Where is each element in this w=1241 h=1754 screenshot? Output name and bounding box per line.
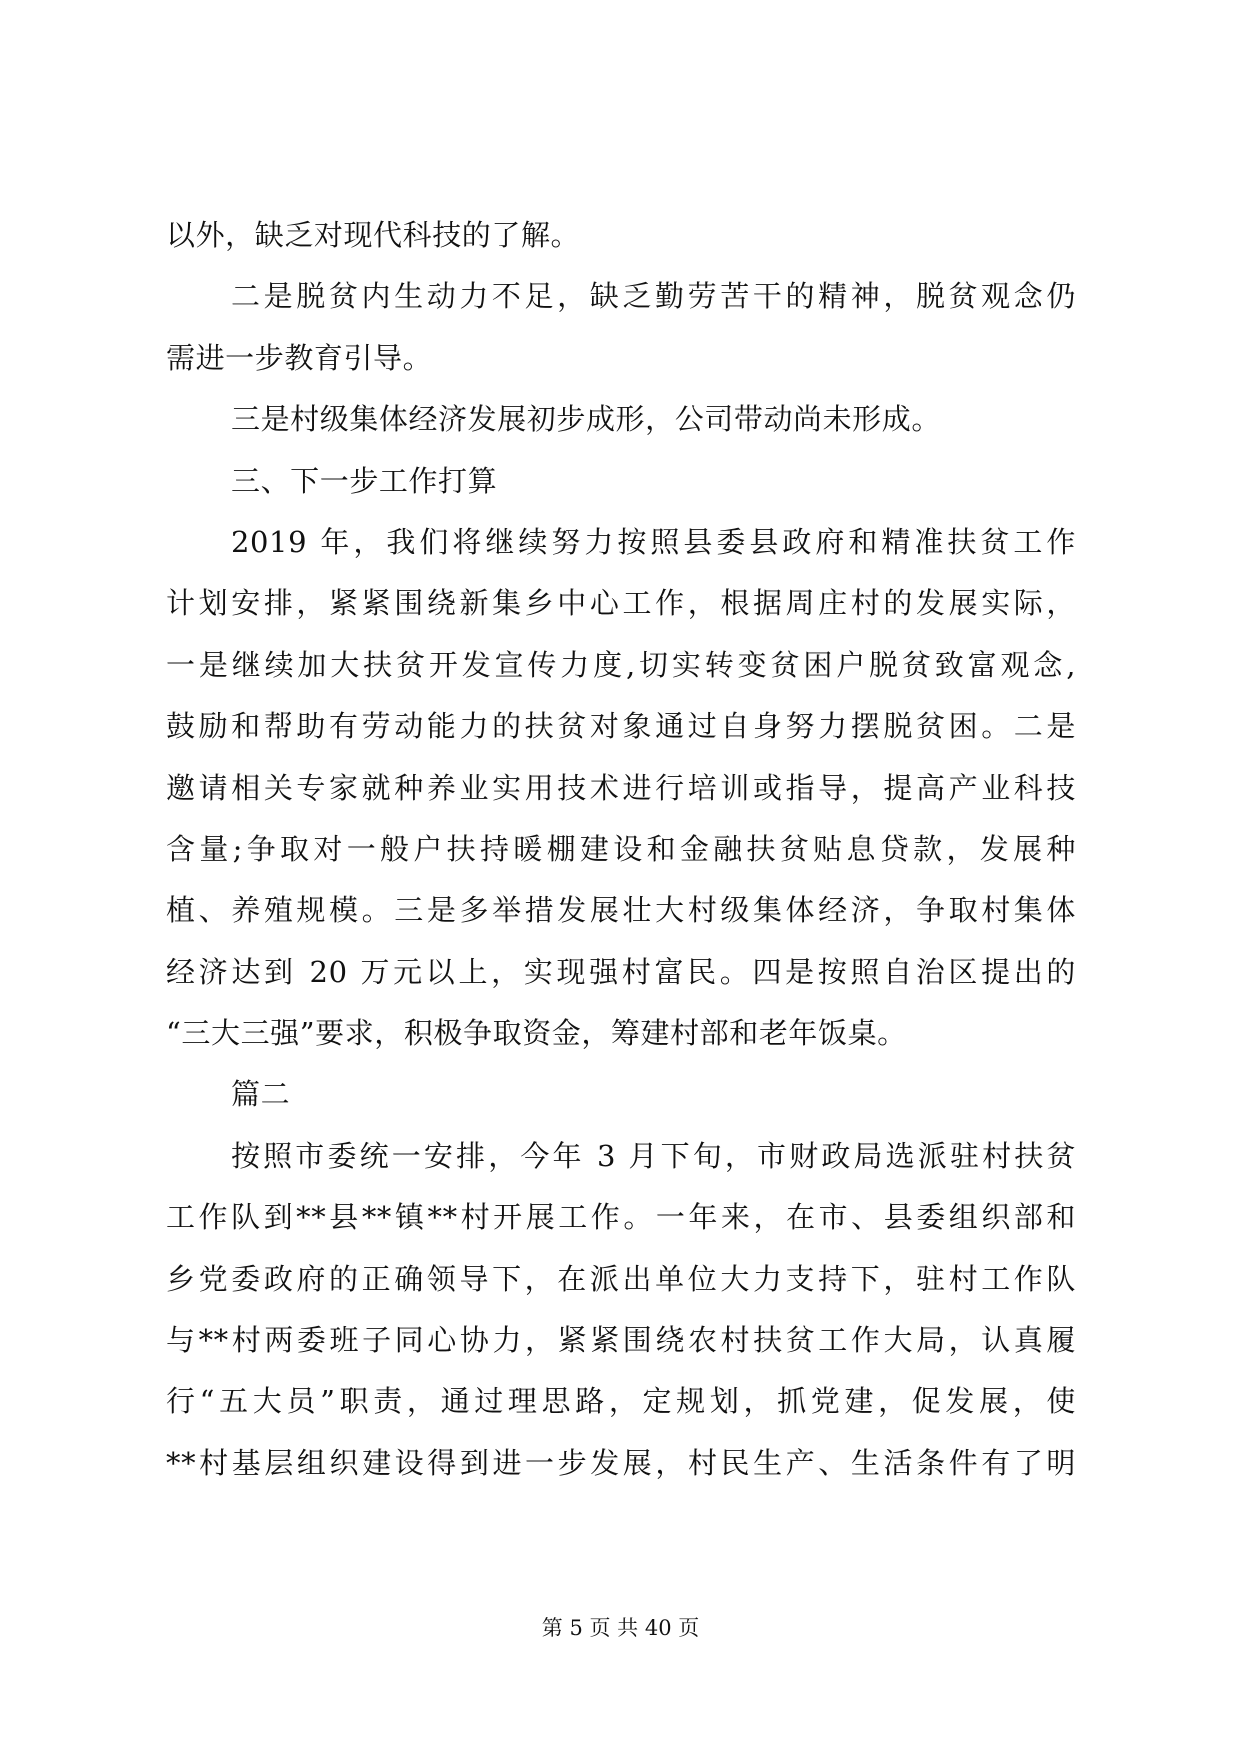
- text-line: 邀请相关专家就种养业实用技术进行培训或指导，提高产业科技: [166, 770, 1076, 805]
- text-line: 二是脱贫内生动力不足，缺乏勤劳苦干的精神，脱贫观念仍: [231, 279, 1076, 314]
- text-line: “三大三强”要求，积极争取资金，筹建村部和老年饭桌。: [166, 1016, 907, 1051]
- page-number-footer: 第 5 页 共 40 页: [541, 1616, 700, 1640]
- text-line: 篇二: [231, 1077, 291, 1112]
- text-line: 鼓励和帮助有劳动能力的扶贫对象通过自身努力摆脱贫困。二是: [166, 709, 1076, 744]
- text-line: 三是村级集体经济发展初步成形，公司带动尚未形成。: [231, 402, 941, 437]
- text-line: 工作队到**县**镇**村开展工作。一年来，在市、县委组织部和: [166, 1200, 1076, 1235]
- text-line: 计划安排，紧紧围绕新集乡中心工作，根据周庄村的发展实际，: [166, 586, 1076, 621]
- text-line: 需进一步教育引导。: [166, 340, 433, 375]
- text-line: 乡党委政府的正确领导下，在派出单位大力支持下，驻村工作队: [166, 1261, 1076, 1296]
- text-line: 植、养殖规模。三是多举措发展壮大村级集体经济，争取村集体: [166, 893, 1076, 928]
- text-line: 含量;争取对一般户扶持暖棚建设和金融扶贫贴息贷款，发展种: [166, 831, 1076, 866]
- text-line: **村基层组织建设得到进一步发展，村民生产、生活条件有了明: [166, 1445, 1076, 1480]
- text-line: 三、下一步工作打算: [231, 463, 498, 498]
- text-line: 一是继续加大扶贫开发宣传力度,切实转变贫困户脱贫致富观念,: [166, 647, 1076, 682]
- text-line: 2019 年，我们将继续努力按照县委县政府和精准扶贫工作: [231, 524, 1076, 559]
- text-line: 以外，缺乏对现代科技的了解。: [166, 218, 581, 252]
- text-line: 经济达到 20 万元以上，实现强村富民。四是按照自治区提出的: [166, 954, 1076, 989]
- document-body: [166, 205, 1076, 1494]
- text-line: 行“五大员”职责，通过理思路，定规划，抓党建，促发展，使: [166, 1384, 1076, 1419]
- text-line: 按照市委统一安排，今年 3 月下旬，市财政局选派驻村扶贫: [231, 1138, 1076, 1173]
- text-line: 与**村两委班子同心协力，紧紧围绕农村扶贫工作大局，认真履: [166, 1323, 1076, 1358]
